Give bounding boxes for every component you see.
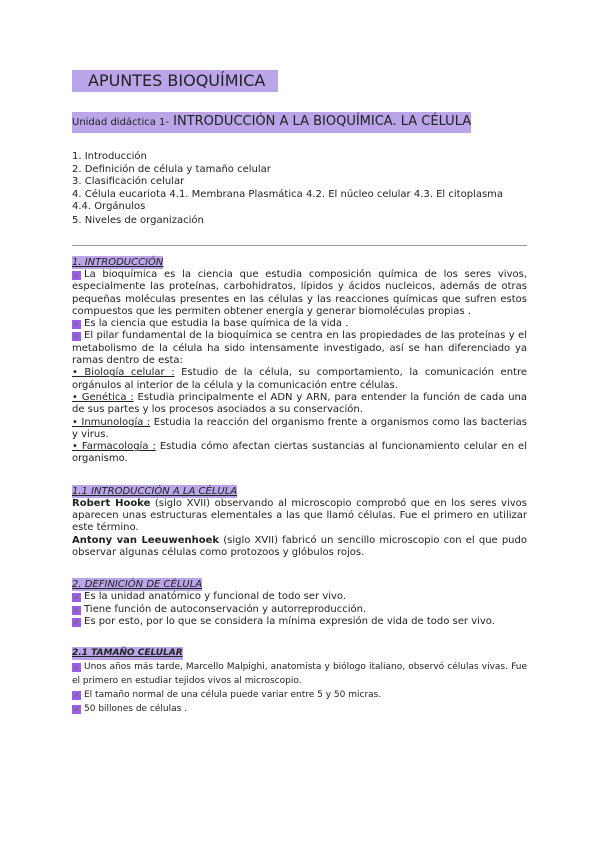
toc-item: 4. Célula eucariota 4.1. Membrana Plasmática 4.2. El núcleo celular 4.3. El citoplasma <box>72 188 504 200</box>
checkbox-icon: ✓ <box>73 691 80 701</box>
paragraph: ✓ El pilar fundamental de la bioquímica se centra en las propiedades de las proteínas y el metabolismo de la célula ha sido intensamente investigado, así se han diferenciado ya ramas dentro de esta: <box>72 330 527 367</box>
paragraph: ✓ La bioquímica es la ciencia que estudia composición química de los seres vivos, especialmente las proteínas, carbohidratos, lípidos y ácidos nucleicos, además de otras pequeñas moléculas presentes en las células y las reacciones químicas que sufren estos compuestos que les permiten obtener energía y generar biomoléculas propias . <box>72 269 527 317</box>
bullet-item: • Farmacología : Estudia cómo afectan ciertas sustancias al funcionamiento celular en el organismo. <box>72 441 527 465</box>
toc-item: 5. Niveles de organización <box>72 214 204 226</box>
paragraph: ✓ Tiene función de autoconservación y autorreproducción. <box>73 603 367 615</box>
checkbox-icon: ✓ <box>73 320 80 330</box>
checkbox-icon: ✓ <box>73 271 80 280</box>
paragraph: ✓ El tamaño normal de una célula puede variar entre 5 y 50 micras. <box>73 690 382 701</box>
page-title: APUNTES BIOQUÍMICA <box>72 70 278 92</box>
paragraph: ✓ Es la unidad anatómico y funcional de todo ser vivo. <box>73 591 347 603</box>
bullet-item: • Biología celular : Estudio de la célula, su comportamiento, la comunicación entre orgánulos al interior de la célula y la comunicación entre células. <box>72 367 527 391</box>
paragraph: ✓ Es por esto, por lo que se considera la mínima expresión de vida de todo ser vivo. <box>73 615 495 627</box>
paragraph: Antony van Leeuwenhoek (siglo XVII) fabricó un sencillo microscopio con el que pudo observar algunas células como protozoos y glóbulos rojos. <box>72 534 527 558</box>
paragraph: ✓ Unos años más tarde, Marcello Malpighi, anatomista y biólogo italiano, observó células vivas. Fue el primero en estudiar tejidos vivos al microscopio. <box>72 662 527 687</box>
section-heading: 1. INTRODUCCIÓN <box>72 257 164 268</box>
unit-subtitle <box>72 112 471 133</box>
section-introduccion-celula <box>72 479 527 559</box>
toc-item: 3. Clasificación celular <box>72 176 185 187</box>
checkbox-icon: ✓ <box>73 332 80 342</box>
section-introduccion <box>72 250 527 466</box>
toc-item: 2. Definición de célula y tamaño celular <box>72 163 271 175</box>
checkbox-icon: ✓ <box>73 663 80 673</box>
paragraph: ✓ Es la ciencia que estudia la base química de la vida . <box>73 318 349 330</box>
paragraph: ✓ 50 billones de células . <box>73 704 188 715</box>
unit-title: INTRODUCCIÓN A LA BIOQUÍMICA. LA CÉLULA <box>169 114 472 129</box>
section-definicion-celula <box>72 572 527 628</box>
toc-item: 1. Introducción <box>72 151 147 162</box>
section-heading: 1.1 INTRODUCCIÓN A LA CÉLULA <box>72 485 238 497</box>
document-content <box>72 70 527 716</box>
checkbox-icon: ✓ <box>73 605 80 615</box>
unit-prefix: Unidad didáctica 1- <box>72 117 170 128</box>
section-divider <box>72 245 527 246</box>
bullet-item: • Genética : Estudia principalmente el ADN y ARN, para entender la función de cada una de sus partes y los procesos asociados a su conservación. <box>72 391 528 416</box>
table-of-contents <box>72 151 527 227</box>
bullet-item: • Inmunología : Estudia la reacción del organismo frente a organismos como las bacterias y virus. <box>72 416 527 440</box>
checkbox-icon: ✓ <box>73 705 80 715</box>
paragraph: Robert Hooke (siglo XVII) observando al microscopio comprobó que en los seres vivos aparecen unas estructuras elementales a las que llamó células. Fue el primero en utilizar este término. <box>72 497 527 534</box>
checkbox-icon: ✓ <box>73 617 80 627</box>
section-tamano-celular <box>72 640 527 716</box>
section-heading: 2. DEFINICIÓN DE CÉLULA <box>72 579 203 591</box>
toc-item: 4.4. Orgánulos <box>72 201 146 212</box>
checkbox-icon: ✓ <box>73 593 80 603</box>
section-heading: 2.1 TAMAÑO CELULAR <box>72 648 183 659</box>
